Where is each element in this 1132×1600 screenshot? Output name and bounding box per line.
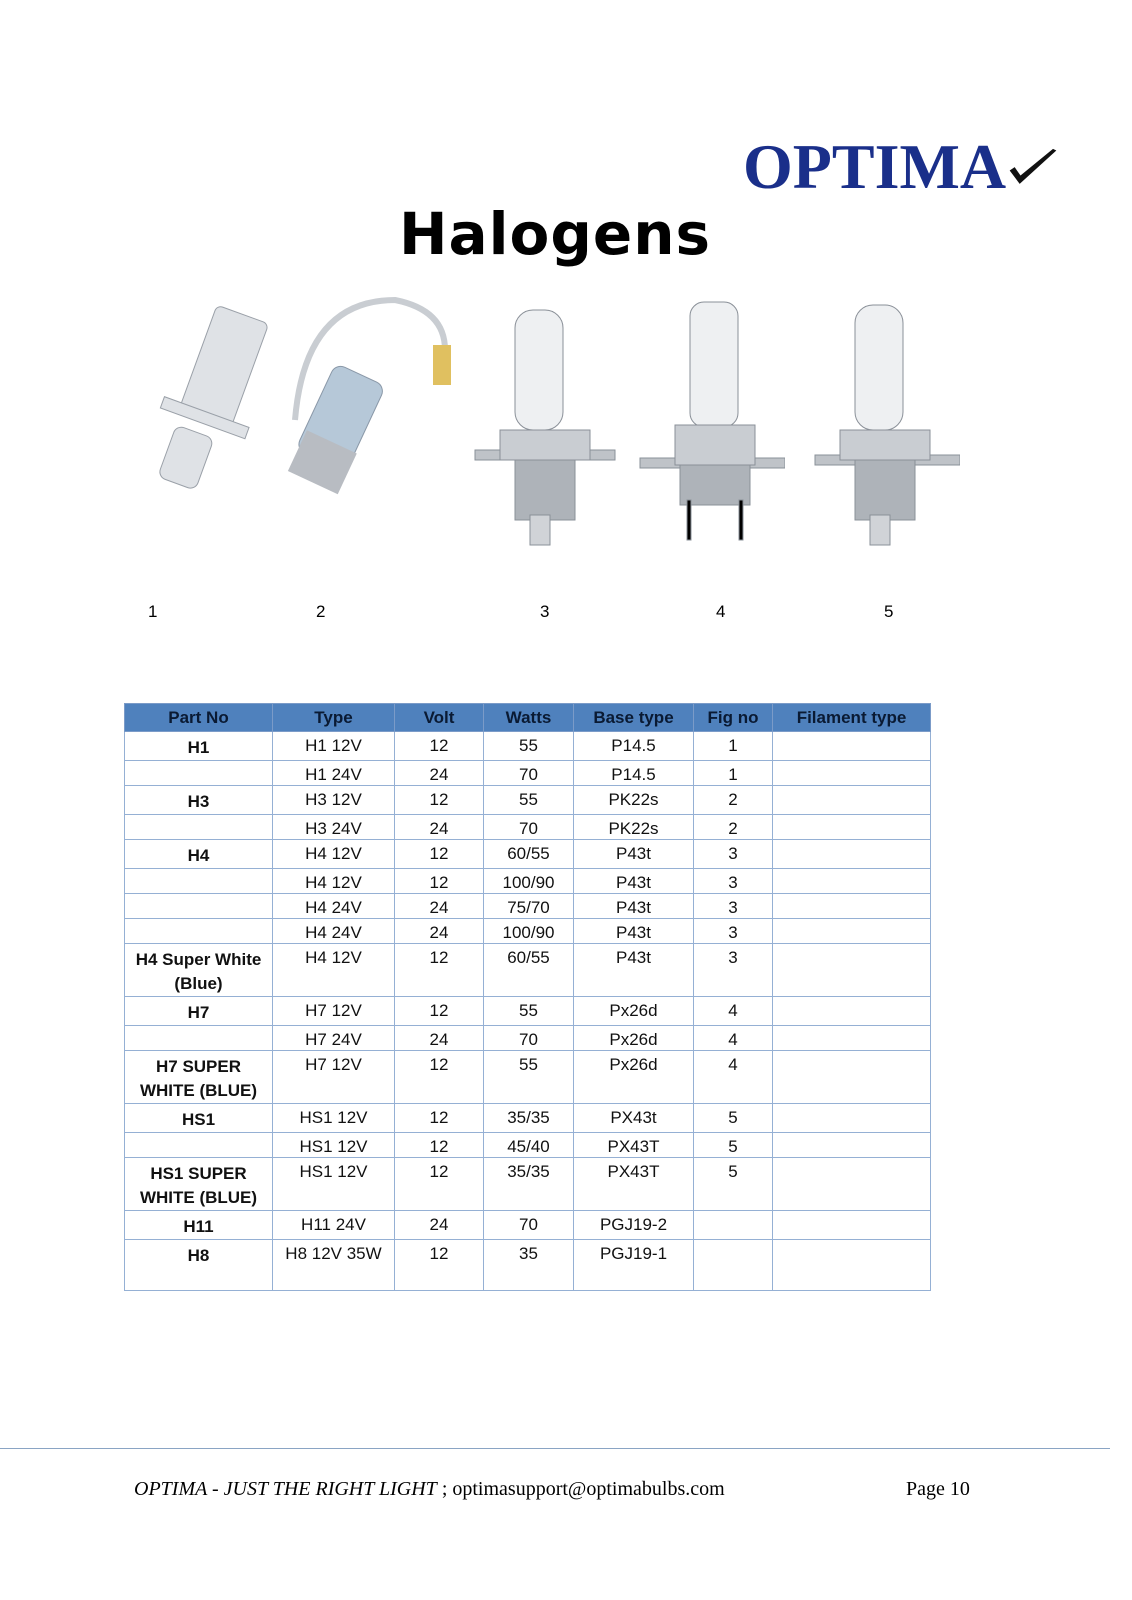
table-cell: 100/90: [484, 869, 574, 894]
table-cell: [694, 1211, 773, 1240]
table-cell: [773, 1158, 931, 1211]
table-cell: Px26d: [574, 1051, 694, 1104]
table-cell: H7: [125, 997, 273, 1026]
table-cell: H7 12V: [273, 997, 395, 1026]
table-cell: 12: [395, 869, 484, 894]
table-cell: HS1 SUPER WHITE (BLUE): [125, 1158, 273, 1211]
table-cell: 24: [395, 894, 484, 919]
table-cell: P43t: [574, 944, 694, 997]
table-cell: [773, 1026, 931, 1051]
table-cell: 100/90: [484, 919, 574, 944]
table-cell: PGJ19-1: [574, 1240, 694, 1291]
figure-label: 5: [884, 602, 894, 621]
footer-email: optimasupport@optimabulbs.com: [452, 1478, 725, 1500]
table-cell: [773, 815, 931, 840]
footer-separator: ;: [436, 1478, 453, 1500]
table-cell: 75/70: [484, 894, 574, 919]
column-header: Watts: [484, 704, 574, 732]
footer: [134, 1478, 725, 1501]
table-cell: 55: [484, 786, 574, 815]
table-cell: HS1: [125, 1104, 273, 1133]
h4-bulb-image: [470, 290, 620, 550]
figure-label: 4: [716, 602, 726, 621]
table-cell: 55: [484, 732, 574, 761]
table-cell: [125, 919, 273, 944]
table-cell: H3 12V: [273, 786, 395, 815]
halogen-table: [124, 703, 931, 1291]
table-cell: 3: [694, 894, 773, 919]
table-cell: [773, 786, 931, 815]
table-cell: PX43t: [574, 1104, 694, 1133]
table-cell: 12: [395, 1104, 484, 1133]
table-cell: [773, 761, 931, 786]
table-cell: H4: [125, 840, 273, 869]
table-cell: 2: [694, 815, 773, 840]
table-cell: PX43T: [574, 1158, 694, 1211]
table-row: [125, 1051, 931, 1104]
table-row: [125, 1133, 931, 1158]
table-row: [125, 919, 931, 944]
table-cell: PGJ19-2: [574, 1211, 694, 1240]
table-cell: H11 24V: [273, 1211, 395, 1240]
table-cell: 12: [395, 997, 484, 1026]
column-header: Fig no: [694, 704, 773, 732]
table-cell: Px26d: [574, 1026, 694, 1051]
table-cell: 4: [694, 1026, 773, 1051]
table-cell: [773, 997, 931, 1026]
table-row: [125, 1211, 931, 1240]
table-cell: [773, 840, 931, 869]
table-cell: 60/55: [484, 944, 574, 997]
table-row: [125, 997, 931, 1026]
table-cell: [773, 1051, 931, 1104]
table-cell: [773, 919, 931, 944]
table-cell: H4 12V: [273, 944, 395, 997]
figure-label: 1: [148, 602, 158, 621]
table-cell: 70: [484, 1211, 574, 1240]
h3-bulb-image: [285, 290, 465, 510]
table-cell: 12: [395, 1051, 484, 1104]
table-row: [125, 1240, 931, 1291]
table-cell: [773, 1211, 931, 1240]
table-row: [125, 786, 931, 815]
table-cell: Px26d: [574, 997, 694, 1026]
table-row: [125, 1104, 931, 1133]
optima-logo: [743, 132, 1058, 202]
checkmark-icon: [1008, 146, 1058, 190]
table-cell: H7 SUPER WHITE (BLUE): [125, 1051, 273, 1104]
page-number: Page 10: [906, 1478, 970, 1500]
table-cell: [773, 869, 931, 894]
table-cell: [125, 761, 273, 786]
table-cell: H4 12V: [273, 869, 395, 894]
figure-label: 3: [540, 602, 550, 621]
table-cell: 24: [395, 919, 484, 944]
table-cell: 3: [694, 919, 773, 944]
h1-bulb-image: [140, 290, 270, 510]
table-cell: 12: [395, 944, 484, 997]
table-cell: 12: [395, 1158, 484, 1211]
table-cell: 24: [395, 1026, 484, 1051]
table-cell: H4 24V: [273, 894, 395, 919]
table-cell: 70: [484, 761, 574, 786]
table-cell: H4 12V: [273, 840, 395, 869]
table-cell: 24: [395, 761, 484, 786]
table-row: [125, 869, 931, 894]
table-row: [125, 894, 931, 919]
table-cell: H3: [125, 786, 273, 815]
table-cell: 5: [694, 1133, 773, 1158]
column-header: Volt: [395, 704, 484, 732]
table-cell: 3: [694, 944, 773, 997]
table-row: [125, 815, 931, 840]
column-header: Base type: [574, 704, 694, 732]
table-cell: H7 12V: [273, 1051, 395, 1104]
table-cell: 12: [395, 1240, 484, 1291]
column-header: Filament type: [773, 704, 931, 732]
table-cell: H8: [125, 1240, 273, 1291]
table-cell: P43t: [574, 869, 694, 894]
figure-label: 2: [316, 602, 326, 621]
column-header: Type: [273, 704, 395, 732]
table-cell: 3: [694, 840, 773, 869]
footer-slogan: OPTIMA - JUST THE RIGHT LIGHT: [134, 1478, 437, 1500]
table-cell: H4 24V: [273, 919, 395, 944]
table-cell: [125, 815, 273, 840]
table-cell: [773, 894, 931, 919]
table-cell: 4: [694, 1051, 773, 1104]
table-cell: P43t: [574, 894, 694, 919]
table-cell: [125, 1026, 273, 1051]
table-cell: H11: [125, 1211, 273, 1240]
table-cell: [125, 894, 273, 919]
table-cell: 12: [395, 786, 484, 815]
table-row: [125, 1026, 931, 1051]
table-cell: 1: [694, 761, 773, 786]
table-cell: H4 Super White (Blue): [125, 944, 273, 997]
table-cell: HS1 12V: [273, 1133, 395, 1158]
table-cell: [773, 1240, 931, 1291]
table-cell: PK22s: [574, 786, 694, 815]
table-cell: 12: [395, 732, 484, 761]
table-cell: 70: [484, 1026, 574, 1051]
table-cell: [773, 1133, 931, 1158]
table-row: [125, 840, 931, 869]
table-cell: HS1 12V: [273, 1104, 395, 1133]
table-cell: [125, 869, 273, 894]
logo-text: OPTIMA: [743, 131, 1007, 202]
table-cell: 24: [395, 815, 484, 840]
table-cell: PK22s: [574, 815, 694, 840]
table-cell: 35/35: [484, 1158, 574, 1211]
footer-divider: [0, 1448, 1110, 1449]
table-cell: 4: [694, 997, 773, 1026]
table-row: [125, 944, 931, 997]
table-cell: 70: [484, 815, 574, 840]
table-cell: P14.5: [574, 761, 694, 786]
table-cell: 1: [694, 732, 773, 761]
table-cell: [773, 1104, 931, 1133]
table-cell: [694, 1240, 773, 1291]
column-header: Part No: [125, 704, 273, 732]
table-header: [125, 704, 931, 732]
table-cell: P43t: [574, 840, 694, 869]
table-cell: 5: [694, 1158, 773, 1211]
table-cell: H1 24V: [273, 761, 395, 786]
table-cell: H3 24V: [273, 815, 395, 840]
table-cell: H7 24V: [273, 1026, 395, 1051]
hs1-bulb-image: [810, 290, 960, 550]
h7-bulb-image: [635, 290, 785, 550]
table-cell: 24: [395, 1211, 484, 1240]
table-cell: 55: [484, 997, 574, 1026]
table-cell: 35/35: [484, 1104, 574, 1133]
table-row: [125, 1158, 931, 1211]
table-cell: 45/40: [484, 1133, 574, 1158]
table-cell: 12: [395, 840, 484, 869]
table-cell: 35: [484, 1240, 574, 1291]
table-cell: [125, 1133, 273, 1158]
table-cell: H8 12V 35W: [273, 1240, 395, 1291]
table-cell: H1: [125, 732, 273, 761]
table-cell: P43t: [574, 919, 694, 944]
table-cell: H1 12V: [273, 732, 395, 761]
table-row: [125, 761, 931, 786]
table-cell: 60/55: [484, 840, 574, 869]
table-cell: 3: [694, 869, 773, 894]
table-cell: PX43T: [574, 1133, 694, 1158]
table-cell: [773, 732, 931, 761]
table-cell: 5: [694, 1104, 773, 1133]
table-cell: [773, 944, 931, 997]
table-cell: P14.5: [574, 732, 694, 761]
table-row: [125, 732, 931, 761]
table-cell: 55: [484, 1051, 574, 1104]
page-title: Halogens: [398, 200, 712, 268]
table-cell: 2: [694, 786, 773, 815]
table-cell: 12: [395, 1133, 484, 1158]
table-cell: HS1 12V: [273, 1158, 395, 1211]
